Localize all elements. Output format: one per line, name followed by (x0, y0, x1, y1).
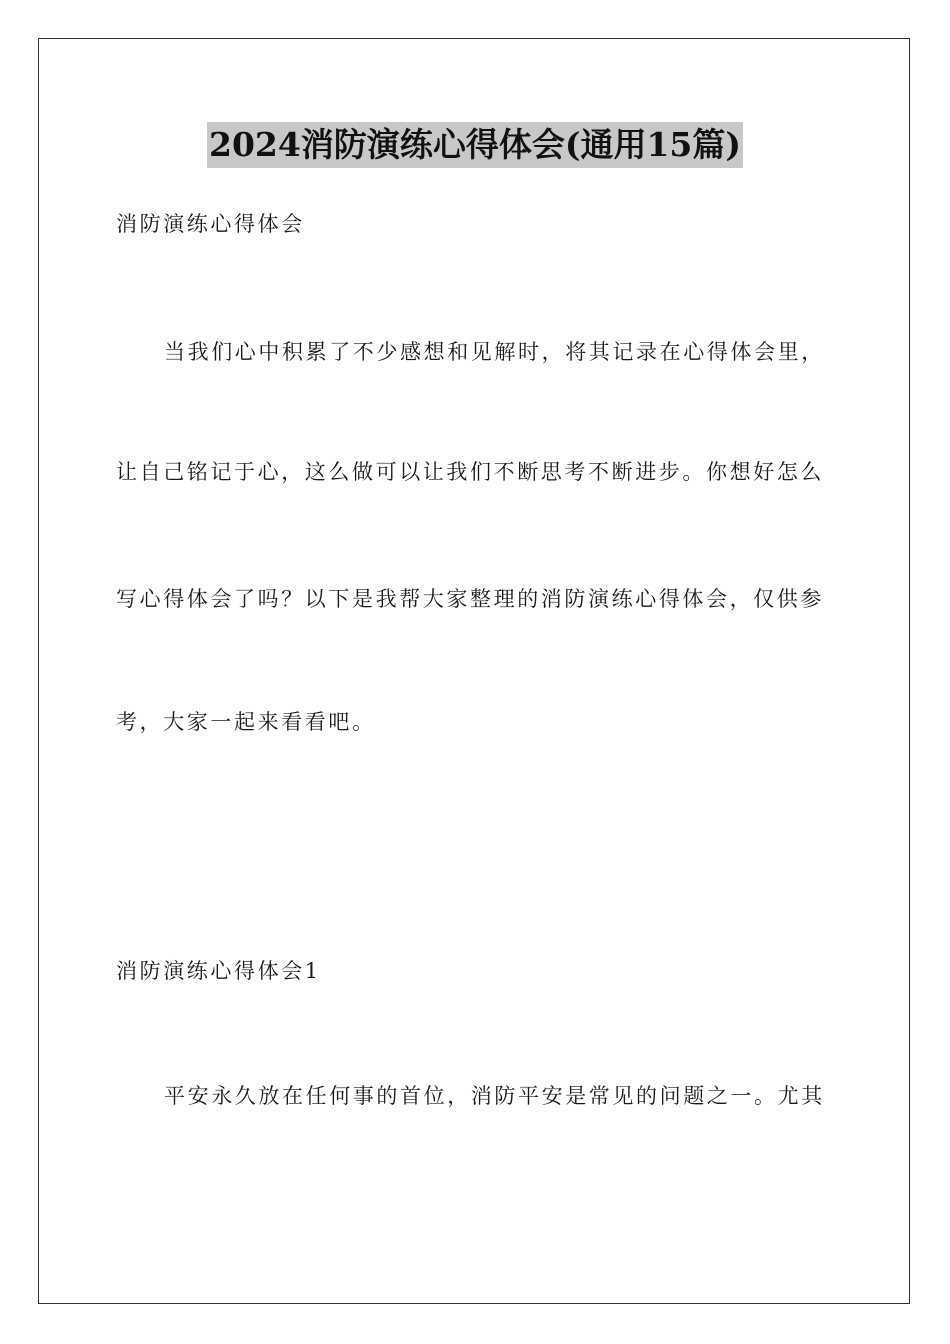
intro-paragraph-line: 当我们心中积累了不少感想和见解时，将其记录在心得体会里， (164, 340, 825, 364)
intro-paragraph-line: 写心得体会了吗？以下是我帮大家整理的消防演练心得体会，仅供参 (116, 587, 824, 611)
document-subtitle: 消防演练心得体会 (116, 212, 305, 236)
intro-paragraph-line: 考，大家一起来看看吧。 (116, 710, 376, 734)
section-paragraph-line: 平安永久放在任何事的首位，消防平安是常见的问题之一。尤其 (164, 1084, 825, 1108)
intro-paragraph-line: 让自己铭记于心，这么做可以让我们不断思考不断进步。你想好怎么 (116, 460, 824, 484)
section-heading: 消防演练心得体会1 (116, 959, 321, 983)
title-container (0, 122, 950, 168)
document-title: 2024消防演练心得体会(通用15篇) (207, 122, 743, 168)
